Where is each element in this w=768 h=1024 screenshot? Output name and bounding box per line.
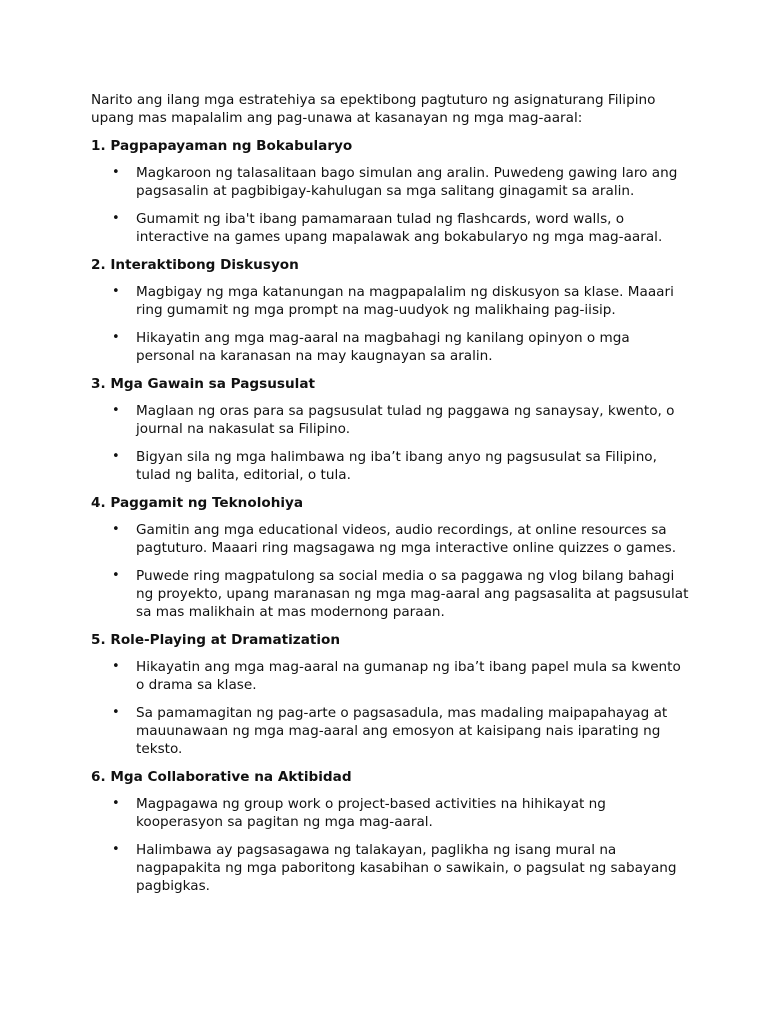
section-writing	[91, 375, 691, 484]
bullet-dot-icon: •	[112, 449, 120, 464]
bullet-list	[91, 164, 691, 246]
bullet-text: Hikayatin ang mga mag-aaral na gumanap ng iba’t ibang papel mula sa kwento o drama sa klase.	[136, 659, 681, 693]
section-vocabulary	[91, 137, 691, 246]
bullet-dot-icon: •	[112, 842, 120, 857]
bullet-dot-icon: •	[112, 211, 120, 226]
bullet-text: Magkaroon ng talasalitaan bago simulan ang aralin. Puwedeng gawing laro ang pagsasalin at pagbibigay-kahulugan sa mga salitang ginagamit sa aralin.	[136, 165, 678, 199]
bullet-dot-icon: •	[112, 659, 120, 674]
bullet-text: Magbigay ng mga katanungan na magpapalalim ng diskusyon sa klase. Maaari ring gumamit ng mga prompt na mag-uudyok ng malikhaing pag-iisip.	[136, 284, 674, 318]
section-collaborative	[91, 768, 691, 895]
section-heading: 4. Paggamit ng Teknolohiya	[91, 495, 304, 511]
bullet-text: Gamitin ang mga educational videos, audio recordings, at online resources sa pagtuturo. Maaari ring magsagawa ng mga interactive online quizzes o games.	[136, 522, 677, 556]
bullet-item	[91, 402, 691, 438]
bullet-dot-icon: •	[112, 705, 120, 720]
section-heading: 2. Interaktibong Diskusyon	[91, 257, 299, 273]
bullet-dot-icon: •	[112, 165, 120, 180]
bullet-text: Hikayatin ang mga mag-aaral na magbahagi ng kanilang opinyon o mga personal na karanasan na may kaugnayan sa aralin.	[136, 330, 630, 364]
bullet-text: Maglaan ng oras para sa pagsusulat tulad ng paggawa ng sanaysay, kwento, o journal na nakasulat sa Filipino.	[136, 403, 675, 437]
bullet-text: Halimbawa ay pagsasagawa ng talakayan, paglikha ng isang mural na nagpapakita ng mga paboritong kasabihan o sawikain, o pagsulat ng sabayang pagbigkas.	[136, 842, 677, 894]
section-heading: 1. Pagpapayaman ng Bokabularyo	[91, 138, 353, 154]
bullet-dot-icon: •	[112, 284, 120, 299]
bullet-text: Gumamit ng iba't ibang pamamaraan tulad ng flashcards, word walls, o interactive na games upang mapalawak ang bokabularyo ng mga mag-aaral.	[136, 211, 663, 245]
bullet-dot-icon: •	[112, 796, 120, 811]
bullet-dot-icon: •	[112, 522, 120, 537]
bullet-text: Magpagawa ng group work o project-based activities na hihikayat ng kooperasyon sa pagitan ng mga mag-aaral.	[136, 796, 606, 830]
bullet-item	[91, 329, 691, 365]
bullet-item	[91, 448, 691, 484]
bullet-item	[91, 841, 691, 895]
bullet-text: Bigyan sila ng mga halimbawa ng iba’t ibang anyo ng pagsusulat sa Filipino, tulad ng balita, editorial, o tula.	[136, 449, 657, 483]
bullet-item	[91, 521, 691, 557]
section-technology	[91, 494, 691, 621]
section-discussion	[91, 256, 691, 365]
bullet-list	[91, 402, 691, 484]
bullet-list	[91, 283, 691, 365]
bullet-item	[91, 658, 691, 694]
bullet-dot-icon: •	[112, 330, 120, 345]
bullet-item	[91, 795, 691, 831]
bullet-item	[91, 210, 691, 246]
bullet-text: Sa pamamagitan ng pag-arte o pagsasadula, mas madaling maipapahayag at mauunawaan ng mga mag-aaral ang emosyon at kaisipang nais iparating ng teksto.	[136, 705, 668, 757]
bullet-dot-icon: •	[112, 403, 120, 418]
section-heading: 5. Role-Playing at Dramatization	[91, 632, 341, 648]
bullet-dot-icon: •	[112, 568, 120, 583]
bullet-list	[91, 658, 691, 758]
intro-paragraph: Narito ang ilang mga estratehiya sa epektibong pagtuturo ng asignaturang Filipino upang mas mapalalim ang pag-unawa at kasanayan ng mga mag-aaral:	[91, 92, 656, 126]
section-heading: 6. Mga Collaborative na Aktibidad	[91, 769, 352, 785]
section-roleplaying	[91, 631, 691, 758]
bullet-item	[91, 704, 691, 758]
bullet-item	[91, 164, 691, 200]
section-heading: 3. Mga Gawain sa Pagsusulat	[91, 376, 316, 392]
document-page	[91, 91, 691, 895]
bullet-item	[91, 283, 691, 319]
bullet-list	[91, 521, 691, 621]
bullet-item	[91, 567, 691, 621]
bullet-text: Puwede ring magpatulong sa social media o sa paggawa ng vlog bilang bahagi ng proyekto, upang maranasan ng mga mag-aaral ang pagsasalita at pagsusulat sa mas malikhain at mas modernong paraan.	[136, 568, 689, 620]
bullet-list	[91, 795, 691, 895]
